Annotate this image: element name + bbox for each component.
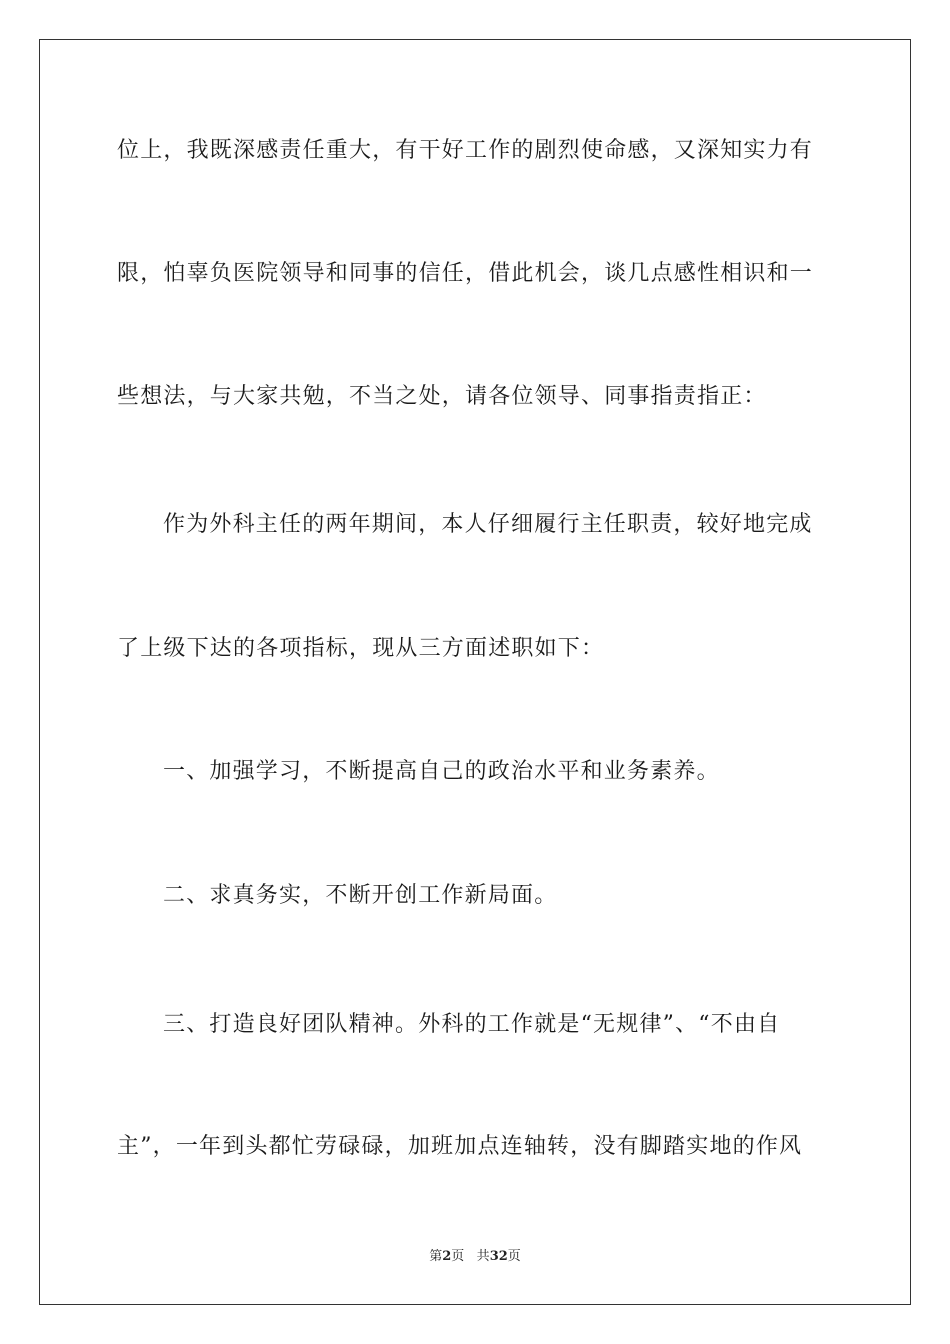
- section-heading-3: 三、打造良好团队精神。外科的工作就是“无规律”、“不由自: [163, 1012, 781, 1037]
- body-text-line-1: 位上，我既深感责任重大，有干好工作的剧烈使命感，又深知实力有: [117, 138, 814, 163]
- body-text-line-5: 了上级下达的各项指标，现从三方面述职如下：: [117, 636, 605, 661]
- page-footer: [0, 1248, 950, 1266]
- body-text-line-3: 些想法，与大家共勉，不当之处，请各位领导、同事指责指正：: [117, 384, 767, 409]
- section-heading-1: 一、加强学习，不断提高自己的政治水平和业务素养。: [163, 759, 720, 784]
- section-heading-2: 二、求真务实，不断开创工作新局面。: [163, 883, 558, 908]
- page-number: 2: [442, 1249, 452, 1264]
- body-text-line-9: 主”，一年到头都忙劳碌碌，加班加点连轴转，没有脚踏实地的作风: [117, 1134, 803, 1159]
- page-border: [39, 39, 911, 1305]
- page-suffix: 页: [451, 1249, 465, 1264]
- body-text-line-4: 作为外科主任的两年期间，本人仔细履行主任职责，较好地完成: [163, 512, 813, 537]
- total-pages: 32: [489, 1249, 508, 1264]
- total-prefix: 共: [476, 1249, 490, 1264]
- total-suffix: 页: [507, 1249, 521, 1264]
- page-prefix: 第: [429, 1249, 443, 1264]
- body-text-line-2: 限，怕辜负医院领导和同事的信任，借此机会，谈几点感性相识和一: [117, 261, 814, 286]
